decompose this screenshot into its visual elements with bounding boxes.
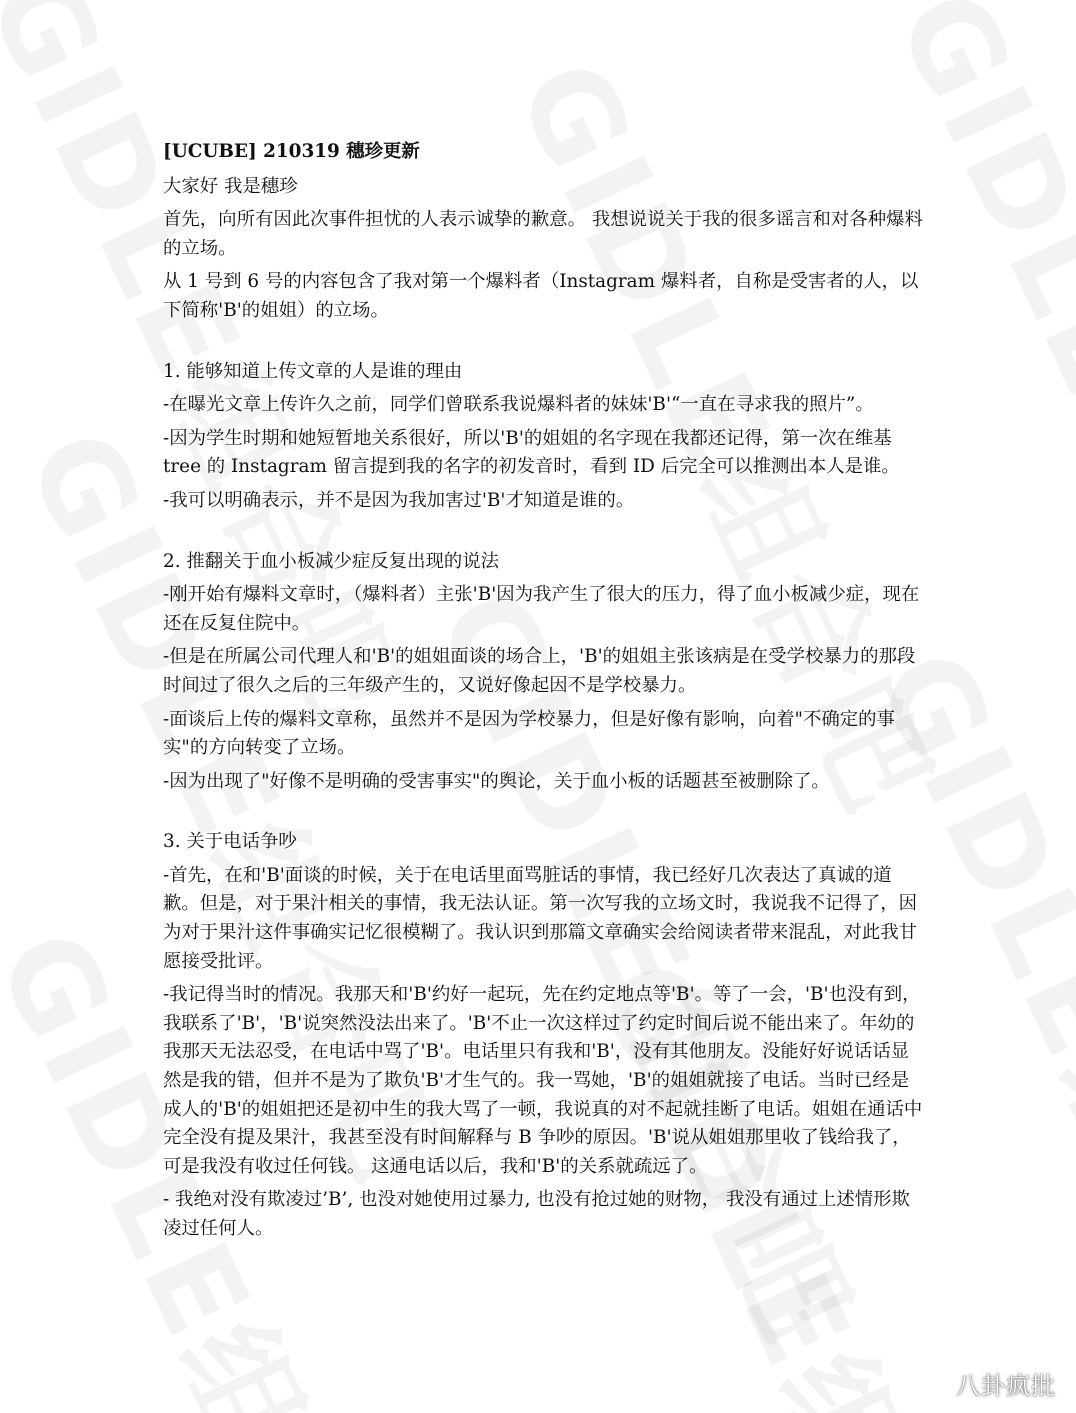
section-heading: 2. 推翻关于血小板减少症反复出现的说法 (163, 550, 500, 572)
intro-paragraph: 首先，向所有因此次事件担忧的人表示诚挚的歉意。 我想说说关于我的很多谣言和对各种爆料的立场。 (163, 209, 923, 259)
corner-watermark: 八卦疯批 (956, 1372, 1056, 1400)
section-paragraph: -但是在所属公司代理人和'B'的姐姐面谈的场合上，'B'的姐姐主张该病是在受学校暴力的那段时间过了很久之后的三年级产生的，又说好像起因不是学校暴力。 (163, 646, 916, 696)
section-paragraph: -首先，在和'B'面谈的时候，关于在电话里面骂脏话的事情，我已经好几次表达了真诚的道歉。但是，对于果汁相关的事情，我无法认证。第一次写我的立场文时，我说我不记得了，因为对于果汁这件事确实记忆很模糊了。我认识到那篇文章确实会给阅读者带来混乱，对此我甘愿接受批评。 (163, 864, 918, 972)
section-paragraph: -我记得当时的情况。我那天和'B'约好一起玩，先在约定地点等'B'。等了一会，'B'也没有到，我联系了'B'，'B'说突然没法出来了。'B'不止一次这样过了约定时间后说不能出来了。年幼的我那天无法忍受，在电话中骂了'B'。电话里只有我和'B'，没有其他朋友。没能好好说话话显然是我的错，但并不是为了欺负'B'才生气的。我一骂她，'B'的姐姐就接了电话。当时已经是成人的'B'的姐姐把还是初中生的我大骂了一顿，我说真的对不起就挂断了电话。姐姐在通话中完全没有提及果汁，我甚至没有时间解释与 B 争吵的原因。'B'说从姐姐那里收了钱给我了，可是我没有收过任何钱。 这通电话以后，我和'B'的关系就疏远了。 (163, 984, 923, 1177)
intro-paragraph: 从 1 号到 6 号的内容包含了我对第一个爆料者（Instagram 爆料者，自称是受害者的人，以下简称'B'的姐姐）的立场。 (163, 271, 919, 321)
section-paragraph: - 我绝对没有欺凌过’B’, 也没对她使用过暴力, 也没有抢过她的财物， 我没有通过上述情形欺凌过任何人。 (163, 1189, 910, 1239)
section-paragraph: -因为学生时期和她短暂地关系很好，所以'B'的姐姐的名字现在我都还记得，第一次在维基 tree 的 Instagram 留言提到我的名字的初发音时，看到 ID 后完全可以推测出本人是谁。 (163, 427, 900, 478)
section-paragraph: -在曝光文章上传许久之前，同学们曾联系我说爆料者的妹妹'B'“一直在寻求我的照片”。 (163, 394, 874, 416)
greeting: 大家好 我是穗珍 (163, 175, 298, 197)
section-heading: 1. 能够知道上传文章的人是谁的理由 (163, 360, 463, 382)
document-body (163, 138, 923, 1244)
document-title: [UCUBE] 210319 穗珍更新 (163, 141, 420, 162)
section-paragraph: -面谈后上传的爆料文章称，虽然并不是因为学校暴力，但是好像有影响，向着"不确定的事实"的方向转变了立场。 (163, 708, 895, 759)
section-paragraph: -刚开始有爆料文章时，（爆料者）主张'B'因为我产生了很大的压力，得了血小板减少症，现在还在反复住院中。 (163, 584, 920, 634)
section-heading: 3. 关于电话争吵 (163, 831, 297, 853)
section-paragraph: -因为出现了"好像不是明确的受害事实"的舆论，关于血小板的话题甚至被删除了。 (163, 770, 830, 792)
section-paragraph: -我可以明确表示，并不是因为我加害过'B'才知道是谁的。 (163, 489, 635, 511)
